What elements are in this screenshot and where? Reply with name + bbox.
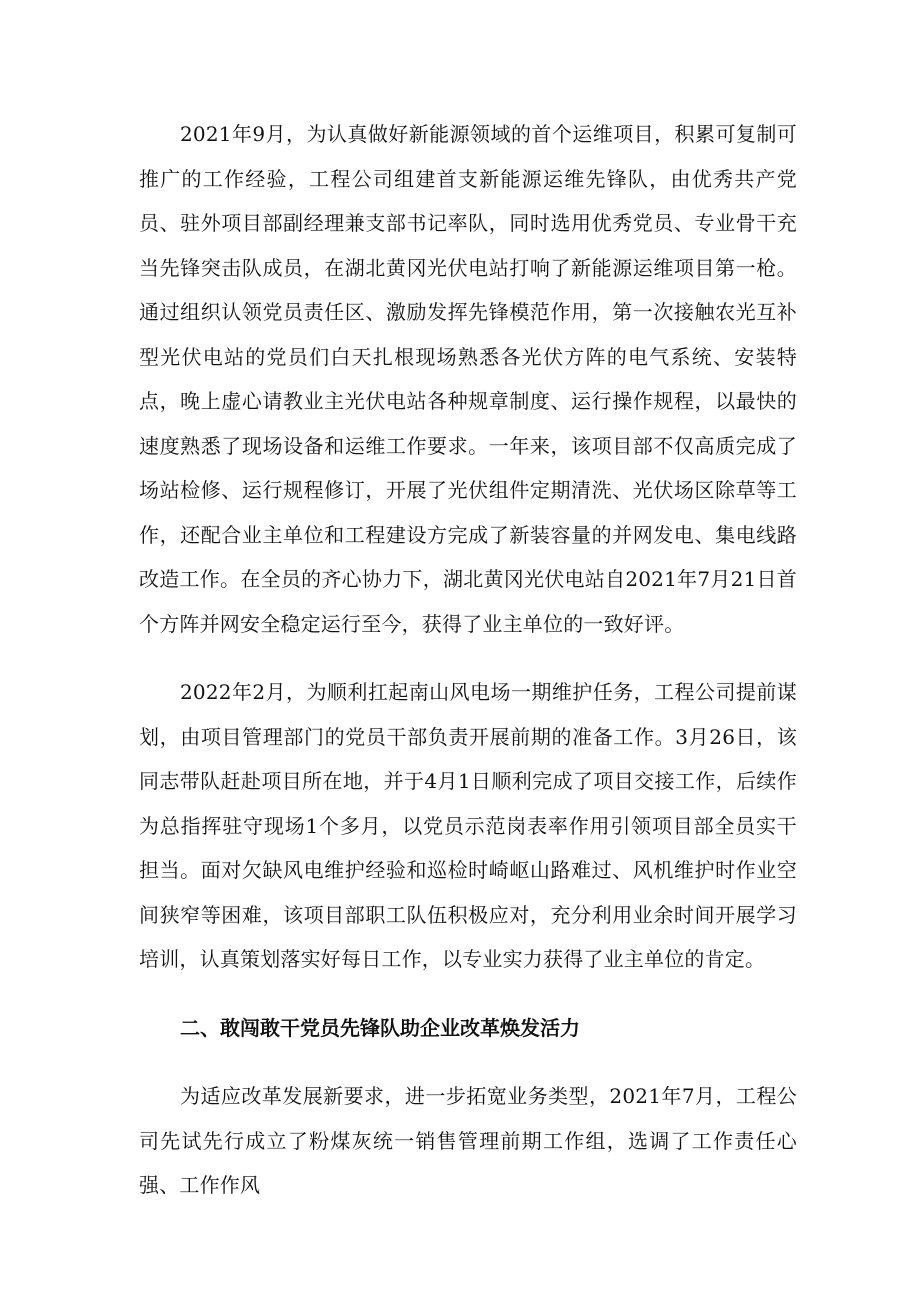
- paragraph-flyash-sales: 为适应改革发展新要求，进一步拓宽业务类型，2021年7月，工程公司先试先行成立了粉煤灰统一销售管理前期工作组，选调了工作责任心强、工作作风: [139, 1084, 797, 1197]
- paragraph-gap: [139, 646, 797, 670]
- section-heading: 二、敢闯敢干党员先锋队助企业改革焕发活力: [180, 1015, 580, 1040]
- document-body: [139, 112, 797, 1208]
- paragraph-gap: [139, 1050, 797, 1074]
- paragraph-huanggang-pv: 2021年9月，为认真做好新能源领域的首个运维项目，积累可复制可推广的工作经验，工程公司组建首支新能源运维先锋队，由优秀共产党员、驻外项目部副经理兼支部书记率队，同时选用优秀党员、专业骨干充当先锋突击队成员，在湖北黄冈光伏电站打响了新能源运维项目第一枪。通过组织认领党员责任区、激励发挥先锋模范作用，第一次接触农光互补型光伏电站的党员们白天扎根现场熟悉各光伏方阵的电气系统、安装特点，晚上虚心请教业主光伏电站各种规章制度、运行操作规程，以最快的速度熟悉了现场设备和运维工作要求。一年来，该项目部不仅高质完成了场站检修、运行规程修订，开展了光伏组件定期清洗、光伏场区除草等工作，还配合业主单位和工程建设方完成了新装容量的并网发电、集电线路改造工作。在全员的齐心协力下，湖北黄冈光伏电站自2021年7月21日首个方阵并网安全稳定运行至今，获得了业主单位的一致好评。: [139, 122, 797, 636]
- paragraph-gap: [139, 982, 797, 1006]
- paragraph-nanshan-wind: 2022年2月，为顺利扛起南山风电场一期维护任务，工程公司提前谋划，由项目管理部门的党员干部负责开展前期的准备工作。3月26日，该同志带队赶赴项目所在地，并于4月1日顺利完成了项目交接工作，后续作为总指挥驻守现场1个多月，以党员示范岗表率作用引领项目部全员实干担当。面对欠缺风电维护经验和巡检时崎岖山路难过、风机维护时作业空间狭窄等困难，该项目部职工队伍积极应对，充分利用业余时间开展学习培训，认真策划落实好每日工作，以专业实力获得了业主单位的肯定。: [139, 680, 797, 971]
